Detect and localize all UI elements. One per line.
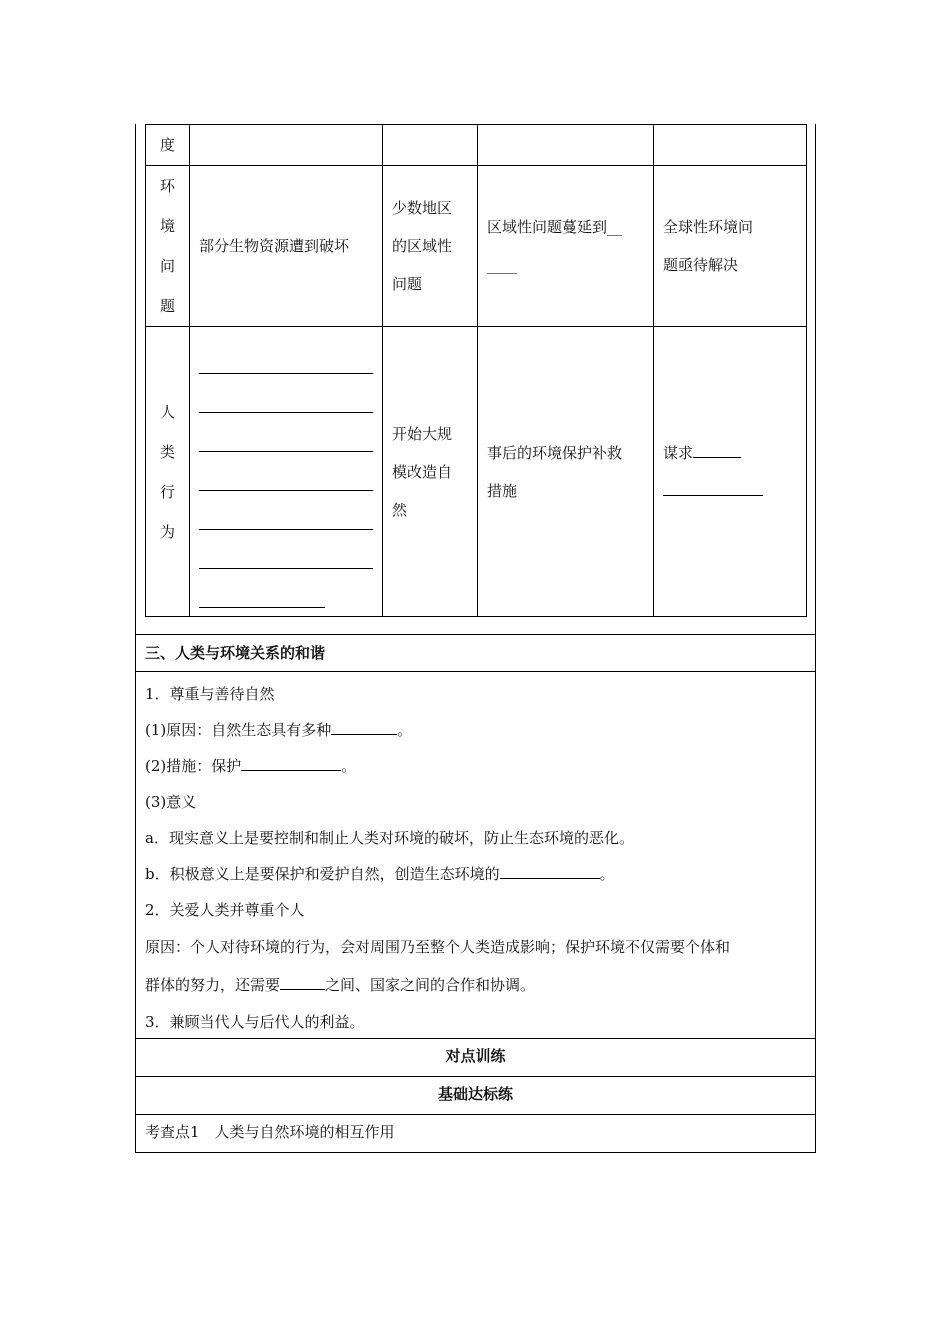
answer-line[interactable]: [199, 569, 325, 608]
document-frame: [135, 124, 816, 1153]
table-cell: [478, 125, 654, 166]
training-title: 对点训练: [136, 1038, 815, 1076]
training-subtitle: 基础达标练: [136, 1076, 815, 1114]
content-line: b．积极意义上是要保护和爱护自然，创造生态环境的 。: [145, 865, 615, 883]
answer-line[interactable]: [199, 530, 373, 569]
fill-blank[interactable]: [331, 720, 397, 735]
table-cell: [383, 125, 478, 166]
answer-line[interactable]: [199, 491, 373, 530]
behavior-cell-2: 开始大规 模改造自 然: [383, 327, 478, 617]
table-cell: [190, 125, 383, 166]
comparison-table: [145, 124, 807, 617]
content-line: 1．尊重与善待自然: [145, 685, 275, 703]
content-line: (2)措施：保护 。: [145, 757, 357, 775]
section-content: [136, 671, 815, 1038]
fill-blank[interactable]: ____: [487, 256, 517, 274]
row-label-degree: 度: [146, 125, 190, 166]
content-line: (3)意义: [145, 793, 197, 811]
section-heading: 三、人类与环境关系的和谐: [136, 634, 815, 671]
row-label-env-problem: 环 境 问 题: [146, 166, 190, 327]
content-line: (1)原因：自然生态具有多种 。: [145, 721, 413, 739]
env-cell-4: 全球性环境问 题亟待解决: [654, 166, 807, 327]
fill-blank[interactable]: [663, 479, 763, 496]
answer-line[interactable]: [199, 452, 373, 491]
behavior-cell-4: 谋求: [654, 327, 807, 617]
fill-blank[interactable]: [500, 864, 600, 879]
table-row-env-problem: [146, 166, 807, 327]
fill-blank[interactable]: __: [607, 218, 623, 236]
fill-blank[interactable]: [241, 756, 341, 771]
content-line: 3．兼顾当代人与后代人的利益。: [145, 1013, 365, 1031]
table-row-human-behavior: [146, 327, 807, 617]
behavior-cell-3: 事后的环境保护补救 措施: [478, 327, 654, 617]
fill-blank[interactable]: [693, 441, 741, 458]
row-label-human-behavior: 人 类 行 为: [146, 327, 190, 617]
answer-line[interactable]: [199, 413, 373, 452]
answer-line[interactable]: [199, 374, 373, 413]
table-row-degree: [146, 125, 807, 166]
env-cell-3: 区域性问题蔓延到__ ____: [478, 166, 654, 327]
fill-blank[interactable]: [280, 975, 325, 990]
content-line: 群体的努力，还需要 之间、国家之间的合作和协调。: [145, 976, 536, 994]
content-line: 原因：个人对待环境的行为，会对周围乃至整个人类造成影响；保护环境不仅需要个体和: [145, 938, 731, 956]
answer-line[interactable]: [199, 335, 373, 374]
comparison-table-section: [136, 124, 815, 634]
env-cell-1: 部分生物资源遭到破坏: [190, 166, 383, 327]
content-line: a．现实意义上是要控制和制止人类对环境的破坏，防止生态环境的恶化。: [145, 829, 634, 847]
exam-point: 考查点1 人类与自然环境的相互作用: [136, 1114, 815, 1152]
content-line: 2．关爱人类并尊重个人: [145, 901, 305, 919]
env-cell-2: 少数地区 的区域性 问题: [383, 166, 478, 327]
table-cell: [654, 125, 807, 166]
answer-lines[interactable]: [190, 327, 383, 617]
